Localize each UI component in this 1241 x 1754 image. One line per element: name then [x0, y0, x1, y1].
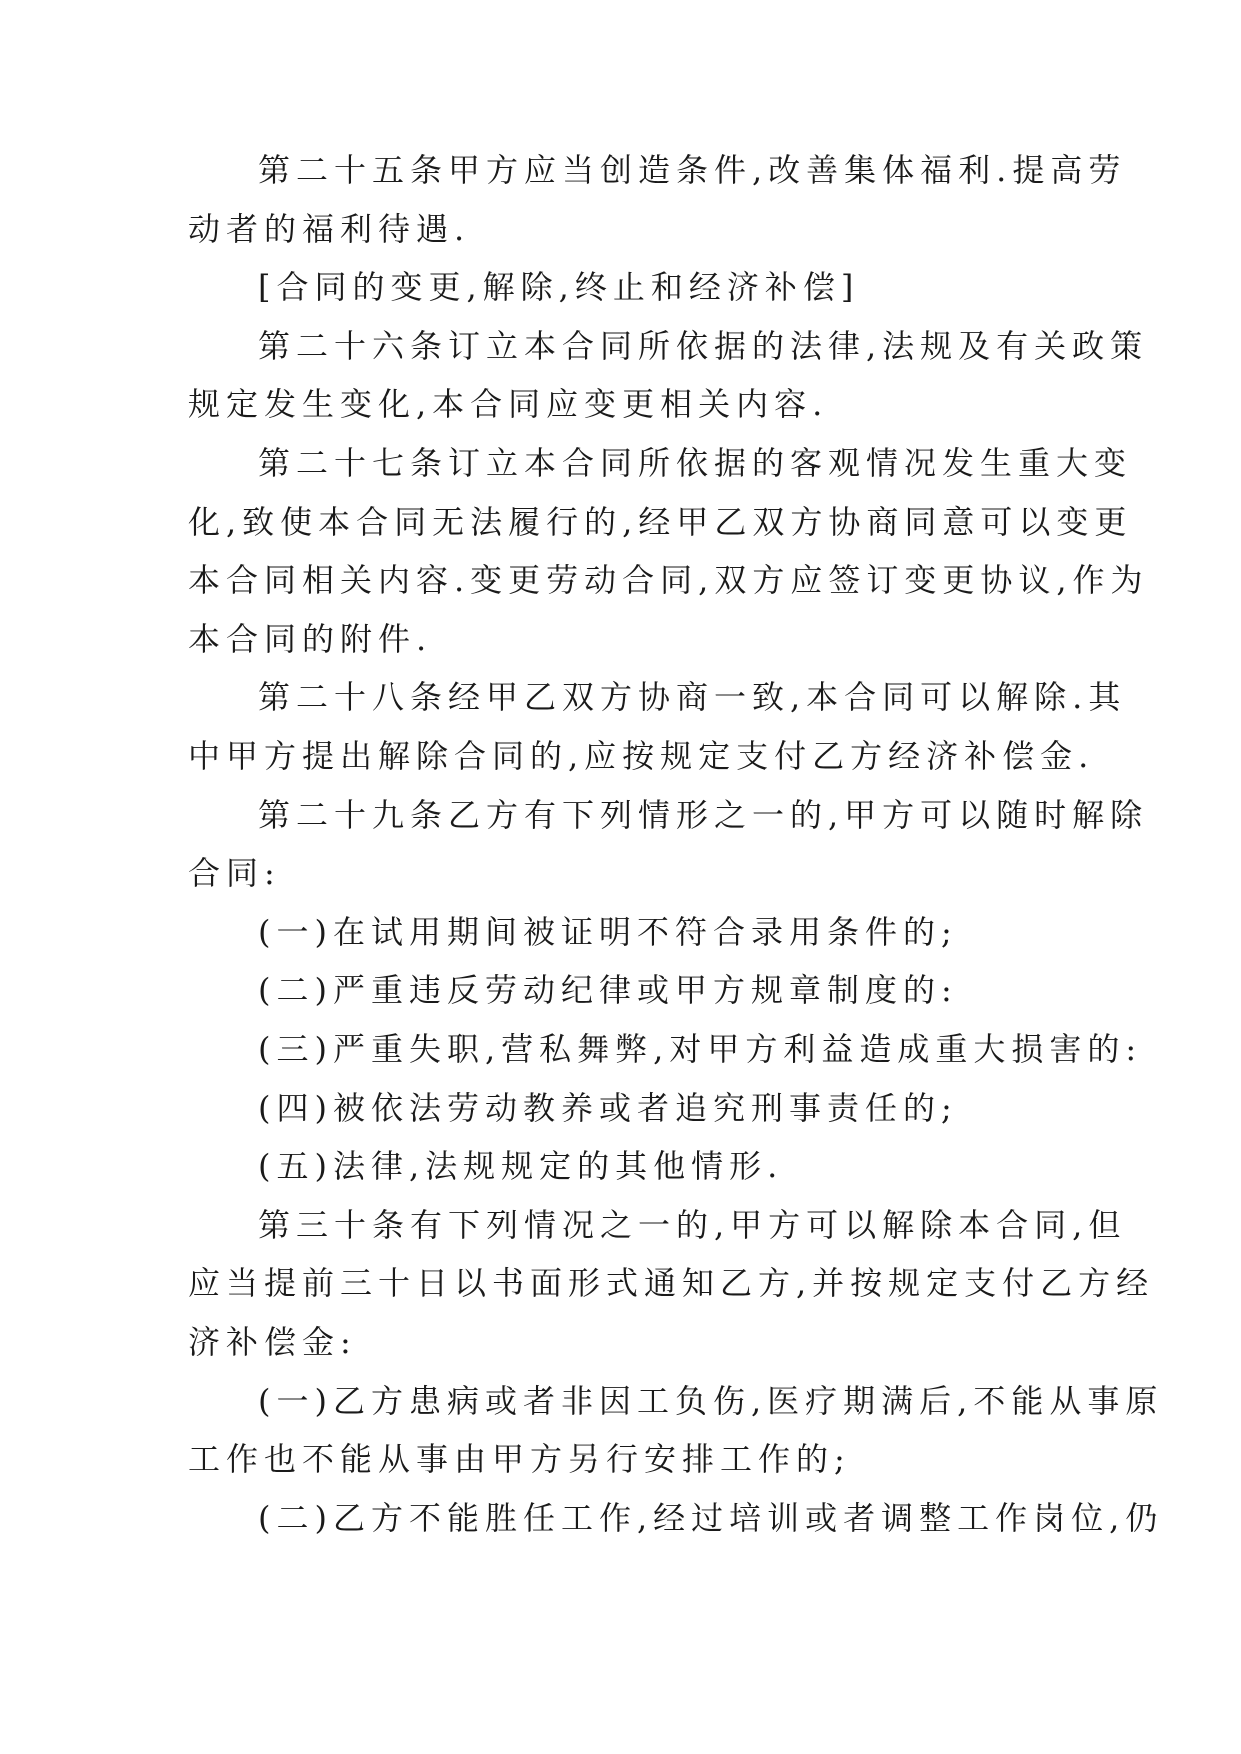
text-line: 动者的福利待遇.: [188, 210, 471, 248]
text-line: 中甲方提出解除合同的,应按规定支付乙方经济补偿金.: [188, 737, 1095, 775]
text-line: (一)在试用期间被证明不符合录用条件的;: [258, 913, 958, 951]
text-line: 第二十八条经甲乙双方协商一致,本合同可以解除.其: [258, 678, 1127, 716]
text-line: 济补偿金:: [188, 1323, 357, 1361]
text-line: 第三十条有下列情况之一的,甲方可以解除本合同,但: [258, 1206, 1127, 1244]
text-line: (五)法律,法规规定的其他情形.: [258, 1147, 784, 1185]
text-line: (二)乙方不能胜任工作,经过培训或者调整工作岗位,仍: [258, 1499, 1164, 1537]
text-line: 第二十五条甲方应当创造条件,改善集体福利.提高劳: [258, 151, 1127, 189]
text-line: 第二十九条乙方有下列情形之一的,甲方可以随时解除: [258, 796, 1149, 834]
text-line: 规定发生变化,本合同应变更相关内容.: [188, 385, 829, 423]
text-line: (一)乙方患病或者非因工负伤,医疗期满后,不能从事原: [258, 1382, 1164, 1420]
text-line: 第二十六条订立本合同所依据的法律,法规及有关政策: [258, 327, 1149, 365]
text-line: 本合同相关内容.变更劳动合同,双方应签订变更协议,作为: [188, 561, 1149, 599]
text-line: 本合同的附件.: [188, 620, 433, 658]
text-line: [合同的变更,解除,终止和经济补偿]: [258, 268, 860, 306]
text-line: (二)严重违反劳动纪律或甲方规章制度的:: [258, 971, 958, 1009]
text-line: 第二十七条订立本合同所依据的客观情况发生重大变: [258, 444, 1133, 482]
text-line: 工作也不能从事由甲方另行安排工作的;: [188, 1440, 851, 1478]
text-line: (四)被依法劳动教养或者追究刑事责任的;: [258, 1089, 958, 1127]
text-line: 化,致使本合同无法履行的,经甲乙双方协商同意可以变更: [188, 503, 1133, 541]
text-line: 应当提前三十日以书面形式通知乙方,并按规定支付乙方经: [188, 1264, 1155, 1302]
text-line: (三)严重失职,营私舞弊,对甲方利益造成重大损害的:: [258, 1030, 1143, 1068]
text-line: 合同:: [188, 854, 281, 892]
